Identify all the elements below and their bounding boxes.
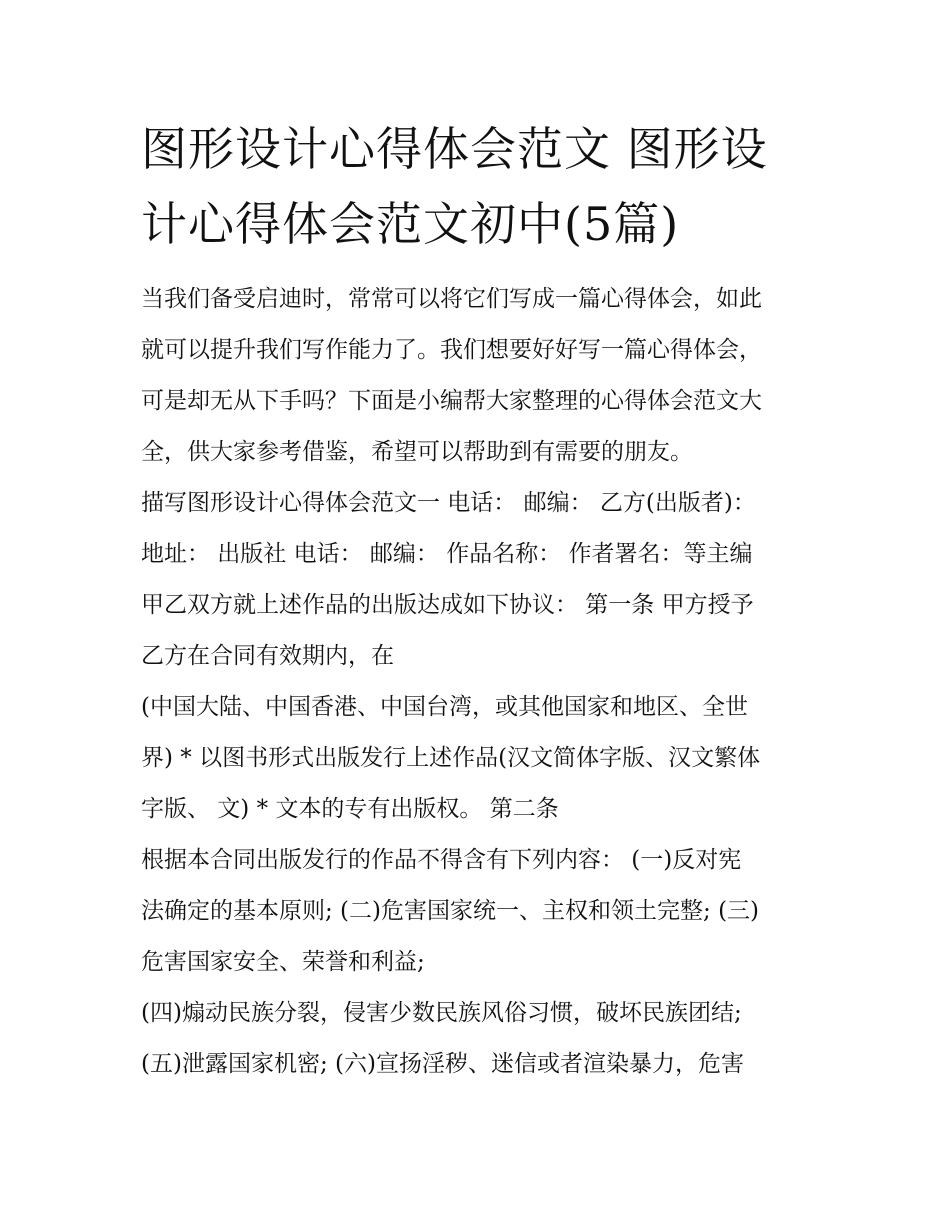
paragraph-line: 界) * 以图书形式出版发行上述作品(汉文简体字版、汉文繁体 [141, 745, 761, 771]
paragraph-line: 地址： 出版社 电话： 邮编： 作品名称： 作者署名：等主编 [141, 541, 753, 567]
paragraph-line: (五)泄露国家机密; (六)宣扬淫秽、迷信或者渲染暴力，危害 [141, 1051, 744, 1077]
paragraph-line: 危害国家安全、荣誉和利益; [141, 949, 425, 975]
paragraph-line: (中国大陆、中国香港、中国台湾，或其他国家和地区、全世 [141, 694, 748, 720]
paragraph-line: 当我们备受启迪时，常常可以将它们写成一篇心得体会，如此 [141, 286, 762, 312]
paragraph-line: 字版、 文) * 文本的专有出版权。 第二条 [141, 796, 559, 822]
paragraph-line: 就可以提升我们写作能力了。我们想要好好写一篇心得体会， [141, 337, 762, 363]
paragraph-line: 乙方在合同有效期内，在 [141, 643, 394, 669]
document-title [141, 112, 821, 262]
clause-five-paragraph [141, 1039, 821, 1090]
paragraph-line: 甲乙双方就上述作品的出版达成如下协议： 第一条 甲方授予 [141, 592, 754, 618]
paragraph-line: 全，供大家参考借鉴，希望可以帮助到有需要的朋友。 [141, 439, 693, 465]
contract-header-paragraph [141, 478, 821, 682]
paragraph-line: (四)煽动民族分裂，侵害少数民族风俗习惯，破坏民族团结; [141, 1000, 742, 1026]
paragraph-line: 根据本合同出版发行的作品不得含有下列内容： (一)反对宪 [141, 847, 742, 873]
clause-four-paragraph [141, 988, 821, 1039]
article-two-paragraph [141, 835, 821, 988]
paragraph-line: 描写图形设计心得体会范文一 电话： 邮编： 乙方(出版者)： [141, 490, 756, 516]
territory-paragraph [141, 682, 821, 835]
paragraph-line: 法确定的基本原则; (二)危害国家统一、主权和领土完整; (三) [141, 898, 760, 924]
intro-paragraph [141, 274, 821, 478]
title-line-2: 计心得体会范文初中(5篇) [141, 197, 680, 251]
title-line-1: 图形设计心得体会范文 图形设 [141, 122, 768, 176]
paragraph-line: 可是却无从下手吗？下面是小编帮大家整理的心得体会范文大 [141, 388, 762, 414]
